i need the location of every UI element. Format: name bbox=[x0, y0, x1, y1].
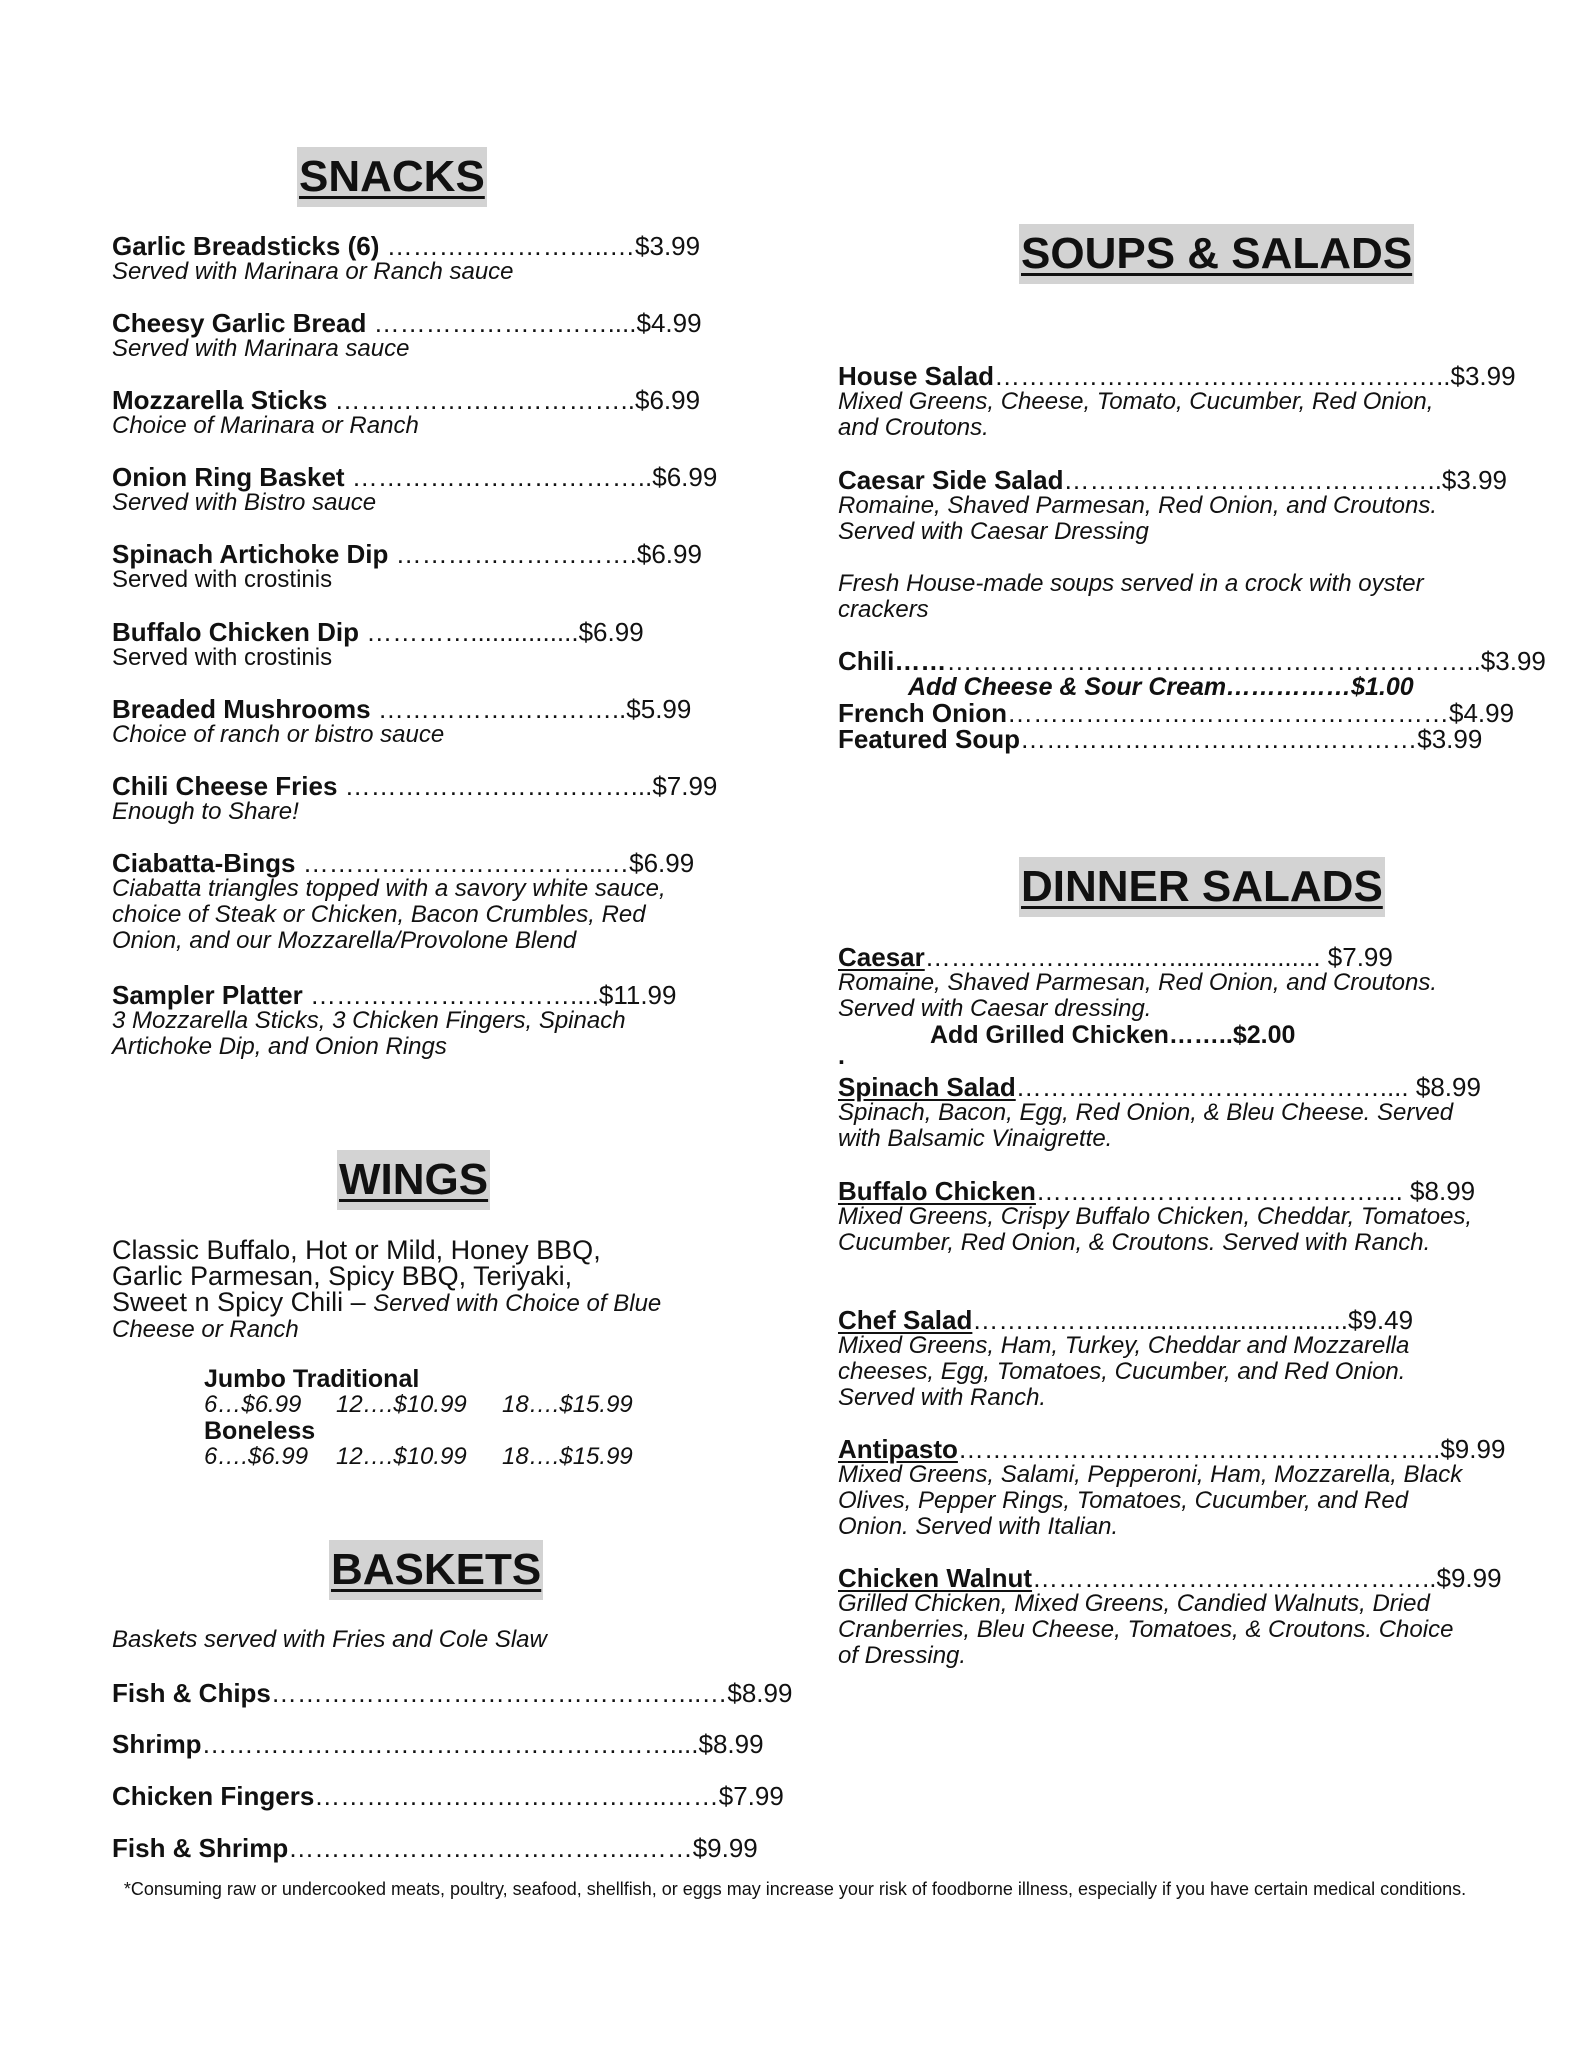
item-price: $6.99 bbox=[636, 539, 702, 569]
item-price: $5.99 bbox=[626, 694, 692, 724]
item-price: $4.99 bbox=[636, 308, 702, 338]
baskets-note bbox=[112, 1627, 742, 1653]
menu-item bbox=[112, 773, 742, 825]
item-desc: Mixed Greens, Cheese, Tomato, Cucumber, Red Onion, and Croutons. bbox=[838, 388, 1434, 441]
item-dots: ……………………………... bbox=[337, 771, 653, 801]
menu-item bbox=[838, 1307, 1478, 1411]
item-desc: Served with Marinara or Ranch sauce bbox=[112, 258, 514, 285]
item-name: Fish & Shrimp bbox=[112, 1833, 289, 1863]
item-dots: …………………………………………….. bbox=[994, 361, 1451, 391]
item-dots: …………….................................. bbox=[972, 1305, 1348, 1335]
boneless-label: Boneless bbox=[204, 1417, 316, 1445]
item-price: $6.99 bbox=[578, 617, 644, 647]
item-desc: Mixed Greens, Crispy Buffalo Chicken, Cheddar, Tomatoes, Cucumber, Red Onion, & Croutons. Served with Ranch. bbox=[838, 1203, 1473, 1256]
item-desc: Served with crostinis bbox=[112, 644, 333, 671]
menu-item bbox=[112, 1833, 758, 1863]
item-dots: …………………………………..…… bbox=[314, 1781, 719, 1811]
item-price: $9.99 bbox=[692, 1833, 758, 1863]
snacks-heading: SNACKS bbox=[297, 147, 487, 207]
item-dots: ………………………….... bbox=[302, 980, 599, 1010]
served-with: Cheese or Ranch bbox=[112, 1316, 299, 1343]
item-price: $8.99 bbox=[1410, 1176, 1476, 1206]
item-desc: Served with Bistro sauce bbox=[112, 489, 377, 516]
item-name: Buffalo Chicken Dip bbox=[112, 617, 360, 647]
item-price: $7.99 bbox=[718, 1781, 784, 1811]
item-dots: …………............... bbox=[359, 617, 579, 647]
soup-note bbox=[838, 571, 1468, 623]
stray-dot: . bbox=[838, 1042, 845, 1070]
item-dots: …………………………….. bbox=[327, 385, 635, 415]
item-name: Antipasto bbox=[838, 1434, 958, 1464]
menu-item bbox=[112, 1729, 764, 1759]
item-name: Featured Soup bbox=[838, 724, 1021, 754]
wings-prices bbox=[204, 1366, 742, 1470]
item-desc: Romaine, Shaved Parmesan, Red Onion, and Croutons. Served with Caesar dressing. bbox=[838, 969, 1438, 1022]
item-name: Cheesy Garlic Bread bbox=[112, 308, 367, 338]
menu-item bbox=[112, 233, 742, 285]
item-name: Garlic Breadsticks (6) bbox=[112, 231, 380, 261]
item-desc: Choice of Marinara or Ranch bbox=[112, 412, 419, 439]
menu-item bbox=[112, 541, 742, 593]
item-price: $6.99 bbox=[634, 385, 701, 415]
item-dots: …………………………………………………….. bbox=[946, 646, 1481, 676]
item-desc: Spinach, Bacon, Egg, Red Onion, & Bleu Cheese. Served with Balsamic Vinaigrette. bbox=[838, 1099, 1454, 1152]
item-name: Chicken Walnut bbox=[838, 1563, 1033, 1593]
item-dots: ……………………….. bbox=[370, 694, 627, 724]
item-name: Chef Salad bbox=[838, 1305, 973, 1335]
item-name: Sampler Platter bbox=[112, 980, 303, 1010]
menu-item bbox=[112, 1678, 793, 1708]
dinner-salads-heading: DINNER SALADS bbox=[1019, 857, 1385, 917]
soups-salads-heading: SOUPS & SALADS bbox=[1019, 224, 1414, 284]
item-dots: ……………………………………….. bbox=[1032, 1563, 1437, 1593]
item-name: Spinach Artichoke Dip bbox=[112, 539, 389, 569]
item-price: $3.99 bbox=[1417, 724, 1483, 754]
item-dots: ……………………….... bbox=[366, 308, 637, 338]
price-option: 18….$15.99 bbox=[502, 1443, 633, 1470]
item-dots: ………………………………….... bbox=[1035, 1176, 1411, 1206]
item-name: Caesar Side Salad bbox=[838, 465, 1064, 495]
item-price: $11.99 bbox=[598, 980, 677, 1010]
served-with: Served with Choice of Blue bbox=[373, 1290, 662, 1317]
menu-item bbox=[112, 619, 742, 671]
menu-item bbox=[838, 361, 1516, 441]
item-price: $4.99 bbox=[1449, 698, 1515, 728]
item-desc: Mixed Greens, Ham, Turkey, Cheddar and Mozzarella cheeses, Egg, Tomatoes, Cucumber, and Red Onion. Served with Ranch. bbox=[838, 1332, 1410, 1411]
flavors-line: Sweet n Spicy Chili – bbox=[112, 1287, 374, 1317]
item-dots: …………………………………….... bbox=[1015, 1072, 1416, 1102]
item-dots: ……………………..… bbox=[379, 231, 636, 261]
item-price: $3.99 bbox=[635, 231, 701, 261]
menu-item bbox=[112, 696, 742, 748]
item-desc: Mixed Greens, Salami, Pepperoni, Ham, Mozzarella, Black Olives, Pepper Rings, Tomatoes, Cucumber, and Red Onion. Served with Italian. bbox=[838, 1461, 1463, 1540]
price-option: 12….$10.99 bbox=[336, 1443, 467, 1470]
menu-item bbox=[112, 1781, 784, 1811]
item-dots: ……………………………..… bbox=[295, 848, 630, 878]
menu-item bbox=[838, 1563, 1502, 1669]
food-safety-disclaimer: *Consuming raw or undercooked meats, poultry, seafood, shellfish, or eggs may increase your risk of foodborne illness, especially if you have certain medical conditions. bbox=[123, 1879, 1467, 1899]
baskets-heading: BASKETS bbox=[329, 1540, 543, 1600]
caesar-addon: Add Grilled Chicken……..$2.00 bbox=[930, 1021, 1296, 1049]
item-price: $6.99 bbox=[652, 462, 718, 492]
wings-heading: WINGS bbox=[337, 1150, 490, 1210]
menu-item bbox=[838, 465, 1507, 545]
item-dots: ……………………………………………….... bbox=[201, 1729, 699, 1759]
item-desc: Served with Marinara sauce bbox=[112, 335, 410, 362]
soup-list bbox=[838, 646, 1546, 754]
item-dots: ………………………. bbox=[388, 539, 637, 569]
item-name: Fish & Chips bbox=[112, 1678, 271, 1708]
item-dots: …………………………….. bbox=[344, 462, 653, 492]
item-name: Spinach Salad bbox=[838, 1072, 1016, 1102]
item-name: Onion Ring Basket bbox=[112, 462, 345, 492]
item-desc: Served with crostinis bbox=[112, 566, 333, 593]
flavors-line: Garlic Parmesan, Spicy BBQ, Teriyaki, bbox=[112, 1261, 573, 1291]
item-price: $7.99 bbox=[1327, 942, 1393, 972]
item-dots: ………………….....…..................... bbox=[924, 942, 1328, 972]
item-dots: ……………………………………………….. bbox=[957, 1434, 1441, 1464]
item-price: $7.99 bbox=[652, 771, 718, 801]
item-name: Mozzarella Sticks bbox=[112, 385, 328, 415]
flavors-line: Classic Buffalo, Hot or Mild, Honey BBQ, bbox=[112, 1235, 601, 1265]
item-price: $3.99 bbox=[1450, 361, 1516, 391]
menu-item bbox=[838, 1072, 1481, 1152]
item-dots: …………………………………………..… bbox=[270, 1678, 728, 1708]
chili-addon: Add Cheese & Sour Cream……………$1.00 bbox=[908, 673, 1414, 701]
boneless-prices bbox=[204, 1444, 742, 1470]
menu-item bbox=[112, 310, 742, 362]
item-price: $9.99 bbox=[1436, 1563, 1502, 1593]
item-name: Shrimp bbox=[112, 1729, 202, 1759]
menu-item bbox=[838, 1178, 1478, 1256]
item-price: $3.99 bbox=[1480, 646, 1546, 676]
price-option: 12….$10.99 bbox=[336, 1391, 467, 1418]
item-desc: 3 Mozzarella Sticks, 3 Chicken Fingers, Spinach Artichoke Dip, and Onion Rings bbox=[112, 1007, 626, 1060]
item-desc: Enough to Share! bbox=[112, 798, 299, 825]
item-dots: …………………………….………… bbox=[1020, 724, 1418, 754]
item-name: French Onion bbox=[838, 698, 1007, 728]
item-name: Buffalo Chicken bbox=[838, 1176, 1036, 1206]
wings-flavors bbox=[112, 1237, 742, 1343]
price-option: 18….$15.99 bbox=[502, 1391, 633, 1418]
menu-item bbox=[112, 387, 742, 439]
item-price: $3.99 bbox=[1441, 465, 1507, 495]
item-price: $8.99 bbox=[727, 1678, 793, 1708]
menu-item bbox=[838, 942, 1478, 1070]
note-text: Fresh House-made soups served in a crock with oyster crackers bbox=[838, 570, 1424, 623]
item-dots: …………………………………..…… bbox=[288, 1833, 693, 1863]
menu-item bbox=[112, 850, 712, 954]
item-dots: …………………………………………… bbox=[1007, 698, 1449, 728]
jumbo-prices bbox=[204, 1392, 742, 1418]
item-name: Chili Cheese Fries bbox=[112, 771, 338, 801]
item-dots: …………………………………….. bbox=[1063, 465, 1442, 495]
item-name: Caesar bbox=[838, 942, 925, 972]
item-name: House Salad bbox=[838, 361, 995, 391]
price-option: 6…$6.99 bbox=[204, 1391, 302, 1418]
item-desc: Choice of ranch or bistro sauce bbox=[112, 721, 445, 748]
item-name: Ciabatta-Bings bbox=[112, 848, 296, 878]
menu-item bbox=[112, 980, 677, 1060]
menu-item bbox=[112, 464, 742, 516]
item-name: Chili…… bbox=[838, 646, 947, 676]
item-price: $8.99 bbox=[698, 1729, 764, 1759]
item-price: $9.99 bbox=[1440, 1434, 1506, 1464]
item-desc: Romaine, Shaved Parmesan, Red Onion, and Croutons. Served with Caesar Dressing bbox=[838, 492, 1438, 545]
note-text: Baskets served with Fries and Cole Slaw bbox=[112, 1626, 547, 1653]
item-name: Breaded Mushrooms bbox=[112, 694, 371, 724]
price-option: 6….$6.99 bbox=[204, 1443, 309, 1470]
item-price: $8.99 bbox=[1415, 1072, 1481, 1102]
menu-item bbox=[838, 1434, 1506, 1540]
item-desc: Ciabatta triangles topped with a savory white sauce, choice of Steak or Chicken, Bacon Crumbles, Red Onion, and our Mozzarella/Provolone Blend bbox=[112, 875, 666, 954]
item-desc: Grilled Chicken, Mixed Greens, Candied Walnuts, Dried Cranberries, Bleu Cheese, Tomatoes, & Croutons. Choice of Dressing. bbox=[838, 1590, 1454, 1669]
jumbo-label: Jumbo Traditional bbox=[204, 1365, 420, 1393]
item-name: Chicken Fingers bbox=[112, 1781, 315, 1811]
item-price: $9.49 bbox=[1347, 1305, 1414, 1335]
item-price: $6.99 bbox=[629, 848, 695, 878]
